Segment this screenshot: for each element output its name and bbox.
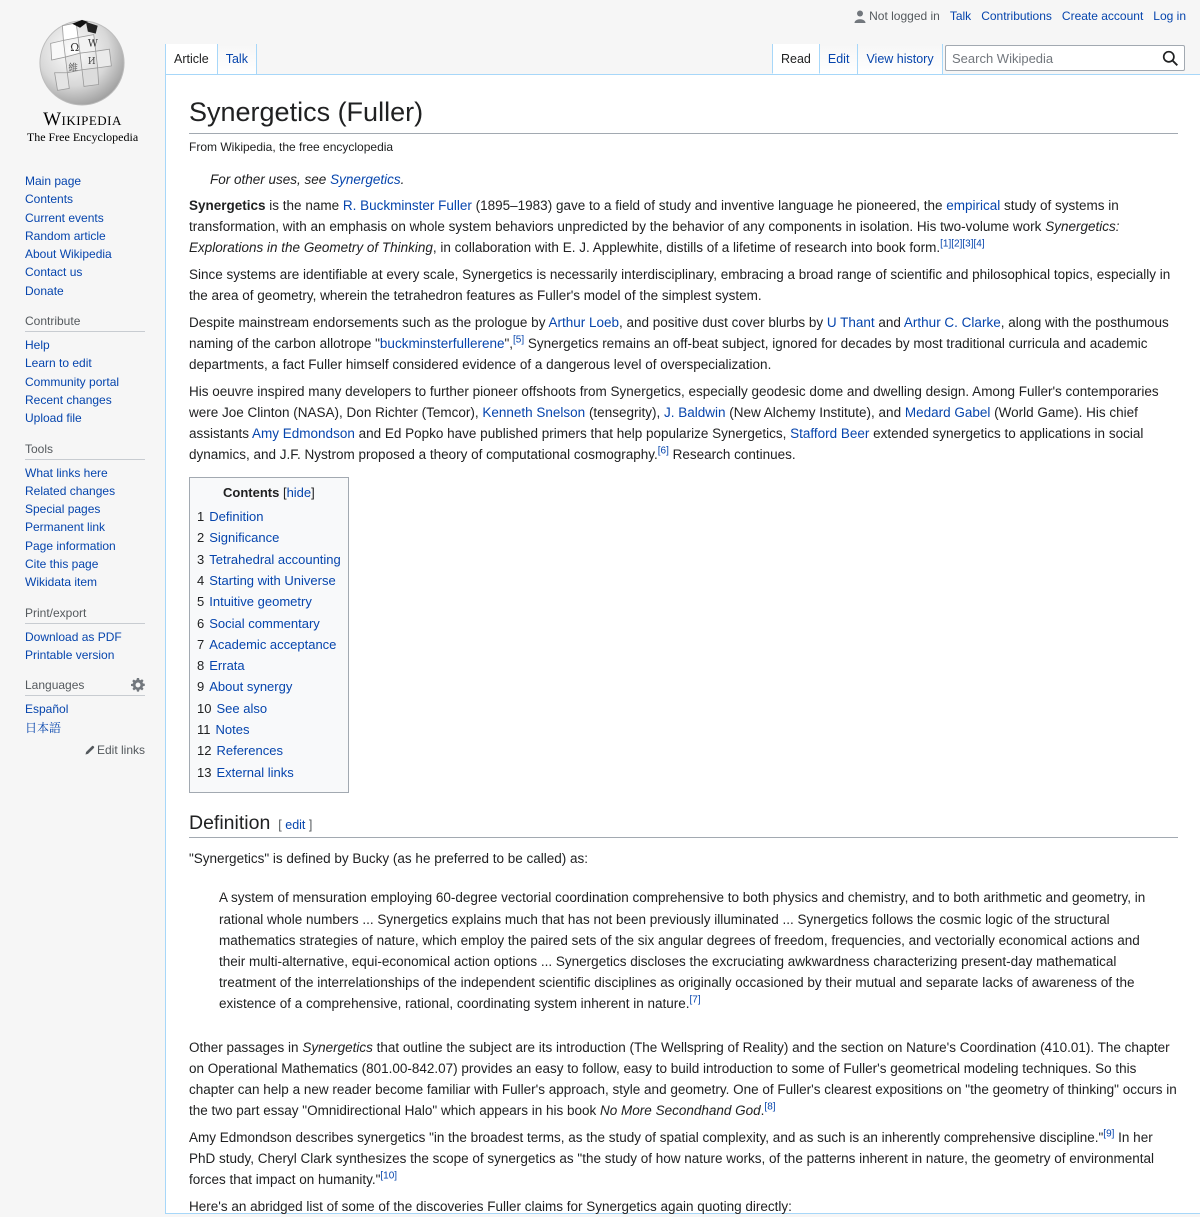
sidebar-item <box>25 245 145 263</box>
paragraph-4 <box>189 381 1178 465</box>
svg-text:維: 維 <box>68 62 79 74</box>
toc-item[interactable] <box>197 613 341 634</box>
tools-list <box>25 464 145 592</box>
sidebar-item <box>25 537 145 555</box>
definition-quote <box>219 887 1148 1014</box>
toc-number: 10 <box>197 700 212 716</box>
citation-link[interactable]: [10] <box>380 1170 398 1182</box>
navigation-list <box>25 172 145 300</box>
sidebar-item <box>25 354 145 372</box>
edit-links[interactable] <box>25 743 145 757</box>
paragraph-intro <box>189 195 1178 258</box>
definition-intro: "Synergetics" is defined by Bucky (as he preferred to be called) as: <box>189 851 589 867</box>
citation <box>690 995 701 1006</box>
text: and Ed Popko have published primers that help popularize Synergetics, <box>354 426 791 442</box>
tools-heading: Tools <box>25 442 145 460</box>
citation-link[interactable]: [1] <box>940 238 952 250</box>
toc-item[interactable] <box>197 655 341 676</box>
book-title: Synergetics: Explorations in the Geometry of Thinking <box>189 219 1120 256</box>
toc-number: 8 <box>197 658 205 674</box>
citation <box>513 335 524 346</box>
contribute-heading: Contribute <box>25 314 145 332</box>
text: Other passages in <box>189 1039 303 1055</box>
namespace-tabs <box>165 44 257 74</box>
wikipedia-tagline: The Free Encyclopedia <box>26 130 139 144</box>
toc-link[interactable]: Notes <box>215 722 250 738</box>
toc-number: 4 <box>197 572 205 588</box>
log-in-link[interactable]: Log in <box>1153 9 1186 23</box>
link-empirical[interactable]: empirical <box>946 198 1001 214</box>
languages-heading <box>25 678 145 696</box>
sidebar-item <box>25 172 145 190</box>
article-content <box>165 74 1200 1214</box>
sidebar-item <box>25 700 145 718</box>
link-j-baldwin[interactable]: J. Baldwin <box>663 405 726 421</box>
sidebar-navigation <box>25 172 145 300</box>
text: (World Game). His chief assistants <box>189 405 1138 442</box>
edit-bracket-open: [ <box>278 817 286 832</box>
language-link-español[interactable]: Español <box>25 702 69 717</box>
citation-link[interactable]: [9] <box>1103 1128 1115 1140</box>
sidebar-item <box>25 336 145 354</box>
toc-item[interactable] <box>197 549 341 570</box>
text: (New Alchemy Institute), and <box>725 405 905 421</box>
link-u-thant[interactable]: U Thant <box>826 315 875 331</box>
wikipedia-logo[interactable] <box>0 0 165 160</box>
paragraph-3 <box>189 312 1178 375</box>
text: , and positive dust cover blurbs by <box>619 315 827 331</box>
sidebar-item <box>25 555 145 573</box>
sidebar-item-recent-changes[interactable]: Recent changes <box>25 392 112 407</box>
wikipedia-wordmark: Wikipedia <box>43 109 122 130</box>
sidebar-item-special-pages[interactable]: Special pages <box>25 502 101 517</box>
talk-link[interactable]: Talk <box>949 9 972 23</box>
toc-number: 2 <box>197 530 205 546</box>
citation <box>380 1170 397 1181</box>
not-logged-in <box>854 9 940 23</box>
book-title: No More Secondhand God <box>600 1102 761 1118</box>
text: extended synergetics to applications in social dynamics, and J.F. Nystrom proposed a theory of computational cosmography. <box>189 426 1144 463</box>
sidebar-item-community-portal[interactable]: Community portal <box>25 374 120 389</box>
paragraph-2: Since systems are identifiable at every scale, Synergetics is necessarily interdisciplinary, embracing a broad range of scientific and philosophical topics, especially in the area of geometry, wherein the tetrahedron features as Fuller's model of the simplest system. <box>189 267 1171 304</box>
sidebar-item <box>25 209 145 227</box>
citation <box>658 446 669 457</box>
toc-item[interactable] <box>197 762 341 783</box>
toc-number: 3 <box>197 551 205 567</box>
sidebar-item <box>25 282 145 300</box>
tab-read[interactable]: Read <box>772 44 820 74</box>
print-list <box>25 628 145 665</box>
user-icon <box>854 10 866 23</box>
tab-article[interactable]: Article <box>165 44 218 74</box>
link-stafford-beer[interactable]: Stafford Beer <box>790 426 870 442</box>
toc-item[interactable] <box>197 591 341 612</box>
toc-number: 5 <box>197 594 205 610</box>
toc-item[interactable] <box>197 570 341 591</box>
link-kenneth-snelson[interactable]: Kenneth Snelson <box>482 405 586 421</box>
table-of-contents <box>189 477 349 793</box>
toc-link[interactable]: External links <box>216 764 294 780</box>
link-arthur-loeb[interactable]: Arthur Loeb <box>548 315 619 331</box>
toc-link[interactable]: Tetrahedral accounting <box>209 551 341 567</box>
citation <box>1103 1128 1114 1139</box>
text: Despite mainstream endorsements such as the prologue by <box>189 315 549 331</box>
toc-number: 11 <box>197 722 211 738</box>
citation-link[interactable]: [5] <box>513 334 525 346</box>
hatnote-prefix: For other uses, see <box>210 172 331 188</box>
search-box <box>945 45 1185 71</box>
sidebar-item-wikidata-item[interactable]: Wikidata item <box>25 575 98 590</box>
sidebar-item-about-wikipedia[interactable]: About Wikipedia <box>25 247 112 262</box>
svg-text:И: И <box>87 56 96 67</box>
paragraph-5 <box>189 1037 1178 1121</box>
contributions-link[interactable]: Contributions <box>981 9 1052 23</box>
sidebar-item-cite-this-page[interactable]: Cite this page <box>25 557 99 572</box>
sidebar-item-learn-to-edit[interactable]: Learn to edit <box>25 356 92 371</box>
text: Amy Edmondson describes synergetics "in the broadest terms, as the study of spatial complexity, and as such is an inherently comprehensive discipline." <box>189 1129 1104 1145</box>
text: , in collaboration with E. J. Applewhite, distills of a lifetime of research into book form. <box>432 240 941 256</box>
toc-number: 6 <box>197 615 205 631</box>
sidebar-item-download-as-pdf[interactable]: Download as PDF <box>25 629 122 644</box>
toc-item[interactable] <box>197 676 341 697</box>
text: , along with the posthumous naming of the carbon allotrope " <box>189 315 1169 352</box>
paragraph-6 <box>189 1127 1178 1190</box>
create-account-link[interactable]: Create account <box>1061 9 1144 23</box>
toc-title: Contents [hide] <box>222 485 315 501</box>
gear-icon[interactable] <box>131 678 145 692</box>
sidebar-item-main-page[interactable]: Main page <box>25 174 82 188</box>
print-heading: Print/export <box>25 606 145 624</box>
sidebar-tools <box>25 442 145 592</box>
toc-item[interactable] <box>197 740 341 761</box>
text: (1895–1983) gave to a field of study and inventive language he pioneered, the <box>471 198 947 214</box>
edit-links-label: Edit links <box>96 742 145 757</box>
sidebar-item-current-events[interactable]: Current events <box>25 210 104 225</box>
text: and <box>874 315 904 331</box>
sidebar-item-random-article[interactable]: Random article <box>25 228 106 243</box>
link-buckminsterfullerene[interactable]: buckminsterfullerene <box>379 336 505 352</box>
hatnote <box>189 172 1178 187</box>
languages-list <box>25 700 145 737</box>
sidebar-print <box>25 606 145 665</box>
text: (tensegrity), <box>585 405 664 421</box>
sidebar-item <box>25 263 145 281</box>
book-title: Synergetics <box>302 1039 373 1055</box>
sidebar-item <box>25 500 145 518</box>
text: study of systems in transformation, with an emphasis on whole system behaviors unpredicted by the behavior of any components in isolation. His two-volume work <box>189 198 1119 235</box>
toc-item[interactable] <box>197 506 341 527</box>
toc-link[interactable]: Intuitive geometry <box>209 594 312 610</box>
sidebar-item <box>25 409 145 427</box>
toc-number: 7 <box>197 636 205 652</box>
sidebar-item <box>25 190 145 208</box>
citation <box>764 1101 775 1112</box>
text: In her PhD study, Cheryl Clark synthesizes the scope of synergetics as "the study of how nature works, of the patterns inherent in nature, the geometry of environmental forces that impact on humanity." <box>189 1129 1155 1187</box>
toc-item[interactable] <box>197 527 341 548</box>
citation-link[interactable]: [7] <box>689 994 701 1006</box>
sidebar-item <box>25 646 145 664</box>
svg-text:Ω: Ω <box>70 41 80 55</box>
sidebar-item <box>25 464 145 482</box>
link-medard-gabel[interactable]: Medard Gabel <box>904 405 991 421</box>
link-amy-edmondson[interactable]: Amy Edmondson <box>252 426 355 442</box>
toc-item[interactable] <box>197 634 341 655</box>
sidebar-item <box>25 628 145 646</box>
view-tabs <box>772 44 943 74</box>
text: . <box>760 1102 765 1118</box>
sidebar-item <box>25 719 145 737</box>
citation-link[interactable]: [3] <box>962 238 974 250</box>
sidebar-item-what-links-here[interactable]: What links here <box>25 465 108 480</box>
sidebar-contribute <box>25 314 145 427</box>
citation-link[interactable]: [6] <box>657 445 669 457</box>
text: is the name <box>265 198 343 214</box>
paragraph-7: Here's an abridged list of some of the discoveries Fuller claims for Synergetics again quoting directly: <box>189 1198 792 1214</box>
sidebar-item <box>25 518 145 536</box>
text: ", <box>504 336 514 352</box>
sidebar-item <box>25 573 145 591</box>
toc-number: 12 <box>197 743 212 759</box>
toc-list <box>197 506 341 783</box>
tab-view-history[interactable]: View history <box>858 44 942 74</box>
toc-link[interactable]: References <box>216 743 283 759</box>
edit-bracket-close: ] <box>305 817 313 832</box>
text: Synergetics remains an off-beat subject, ignored for decades by most traditional curricula and academic departments, a fact Fuller himself considered evidence of a dangerous level of overspecialization. <box>189 336 1148 373</box>
section-heading-definition <box>189 811 1178 838</box>
toc-link[interactable]: Errata <box>209 658 245 674</box>
site-subtitle: From Wikipedia, the free encyclopedia <box>189 140 394 155</box>
personal-tools <box>854 9 1186 23</box>
link-fuller[interactable]: R. Buckminster Fuller <box>342 198 472 214</box>
toc-link[interactable]: Starting with Universe <box>209 572 336 588</box>
quote-text: A system of mensuration employing 60-degree vectorial coordination comprehensive to both physics and chemistry, and to both arithmetic and geometry, in rational whole numbers ... Synergetics explains much that has not been previously illuminated ... Synergetics follows the cosmic logic of the structural mathematics strategies of nature, which employ the paired sets of the six angular degrees of freedom, frequencies, and vectorially economical actions and their multi-alternative, equi-economical action options ... Synergetics discloses the excruciating awkwardness characterizing present-day mathematical treatment of the interrelationships of the independent scientific disciplines as originally occasioned by their mutual and separate lacks of awareness of the existence of a comprehensive, rational, coordinating system inherent in nature. <box>219 890 1146 1012</box>
sidebar-item <box>25 482 145 500</box>
text: His oeuvre inspired many developers to further pioneer offshoots from Synergetics, especially geodesic dome and dwelling design. Among Fuller's contemporaries were Joe Clinton (NASA), Don Richter (Temcor), <box>189 384 1159 421</box>
sidebar-item <box>25 373 145 391</box>
page-title: Synergetics (Fuller) <box>189 95 1178 134</box>
toc-link[interactable]: See also <box>216 700 268 716</box>
text: that outline the subject are its introduction (The Wellspring of Reality) and the section on Nature's Coordination (410.01). The chapter on Operational Mathematics (801.00-842.07) provides an easy to follow, easy to build introduction to some of Fuller's geometrical modeling techniques. So this chapter can help a new reader become familiar with Fuller's approach, style and geometry. One of Fuller's clearest expositions on "the geometry of thinking" occurs in the two part essay "Omnidirectional Halo" which appears in his book <box>189 1039 1177 1118</box>
link-arthur-clarke[interactable]: Arthur C. Clarke <box>903 315 1001 331</box>
toc-heading: Contents <box>222 485 280 501</box>
hatnote-link[interactable]: Synergetics <box>330 172 401 188</box>
citation-link[interactable]: [4] <box>973 238 985 250</box>
tab-talk[interactable]: Talk <box>218 44 257 74</box>
toc-item[interactable] <box>197 698 341 719</box>
svg-text:W: W <box>87 38 98 50</box>
sidebar-item-page-information[interactable]: Page information <box>25 538 116 553</box>
sidebar-item-upload-file[interactable]: Upload file <box>25 411 82 426</box>
toc-item[interactable] <box>197 719 341 740</box>
sidebar-item <box>25 227 145 245</box>
language-link-日本語[interactable]: 日本語 <box>25 720 62 735</box>
toc-link[interactable]: Social commentary <box>209 615 320 631</box>
not-logged-in-label: Not logged in <box>869 9 940 23</box>
toc-link[interactable]: Academic acceptance <box>209 636 337 652</box>
sidebar-item-contact-us[interactable]: Contact us <box>25 265 83 280</box>
toc-number: 1 <box>197 509 205 525</box>
toc-link[interactable]: Definition <box>209 509 264 525</box>
search-input[interactable] <box>946 51 1156 66</box>
hatnote-suffix: . <box>400 172 405 188</box>
toc-number: 9 <box>197 679 205 695</box>
toc-link[interactable]: Significance <box>209 530 280 546</box>
sidebar-item <box>25 391 145 409</box>
sidebar-item-related-changes[interactable]: Related changes <box>25 483 116 498</box>
sidebar-item-printable-version[interactable]: Printable version <box>25 647 115 662</box>
section-edit-link[interactable]: edit <box>285 817 306 832</box>
section-heading-label: Definition <box>189 811 271 834</box>
pencil-icon <box>85 745 95 755</box>
wikipedia-globe-icon <box>33 14 131 106</box>
contribute-list <box>25 336 145 427</box>
section-edit <box>278 818 312 832</box>
sidebar-item-donate[interactable]: Donate <box>25 283 64 298</box>
sidebar-languages <box>25 678 145 757</box>
citation-link[interactable]: [8] <box>764 1101 776 1113</box>
citation-link[interactable]: [2] <box>951 238 963 250</box>
languages-heading-label: Languages <box>25 678 85 693</box>
search-icon[interactable] <box>1162 50 1179 67</box>
tab-edit[interactable]: Edit <box>820 44 859 74</box>
bold-term: Synergetics <box>189 198 266 214</box>
citation <box>940 239 985 250</box>
toc-number: 13 <box>197 764 212 780</box>
toc-hide-toggle[interactable]: hide <box>286 485 312 501</box>
sidebar-item-contents[interactable]: Contents <box>25 192 74 207</box>
sidebar <box>0 172 165 757</box>
toc-link[interactable]: About synergy <box>209 679 293 695</box>
sidebar-item-permanent-link[interactable]: Permanent link <box>25 520 106 535</box>
sidebar-item-help[interactable]: Help <box>25 338 50 353</box>
text: Research continues. <box>668 447 796 463</box>
